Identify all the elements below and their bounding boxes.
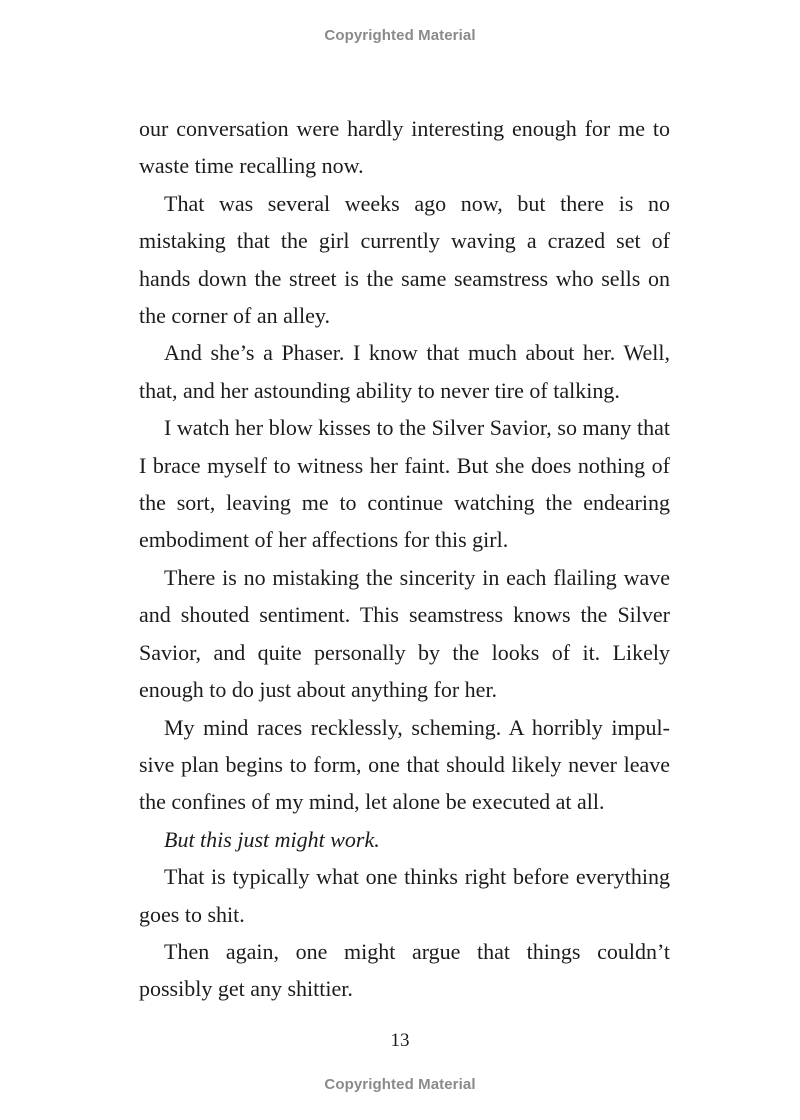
copyright-watermark-bottom: Copyrighted Material — [324, 1076, 476, 1093]
paragraph-1: our conversation were hardly interesting enough for me to waste time recalling now. — [139, 116, 670, 179]
paragraph-9: Then again, one might argue that things couldn’t possibly get any shittier. — [139, 938, 670, 1002]
page-number: 13 — [390, 1030, 410, 1051]
paragraph-7-italic: But this just might work. — [164, 826, 380, 852]
paragraph-6: My mind races recklessly, scheming. A horribly impulsive plan begins to form, one that should likely never leave the confines of my mind, let alone be executed at all. — [139, 714, 670, 815]
copyright-watermark-top: Copyrighted Material — [324, 27, 476, 44]
paragraph-4: I watch her blow kisses to the Silver Savior, so many that I brace myself to witness her faint. But she does nothing of the sort, leaving me to continue watching the endearing embodiment of her affections for this girl. — [139, 415, 670, 553]
paragraph-2: That was several weeks ago now, but there is no mistaking that the girl currently waving a crazed set of hands down the street is the same seamstress who sells on the corner of an alley. — [139, 190, 670, 329]
paragraph-8: That is typically what one thinks right before everything goes to shit. — [139, 864, 670, 927]
paragraph-5: There is no mistaking the sincerity in each flailing wave and shouted sentiment. This seamstress knows the Silver Savior, and quite personally by the looks of it. Likely enough to do just about anything for her. — [139, 564, 670, 703]
paragraph-3: And she’s a Phaser. I know that much about her. Well, that, and her astounding ability to never tire of talking. — [139, 340, 670, 403]
page-body — [139, 110, 670, 1008]
